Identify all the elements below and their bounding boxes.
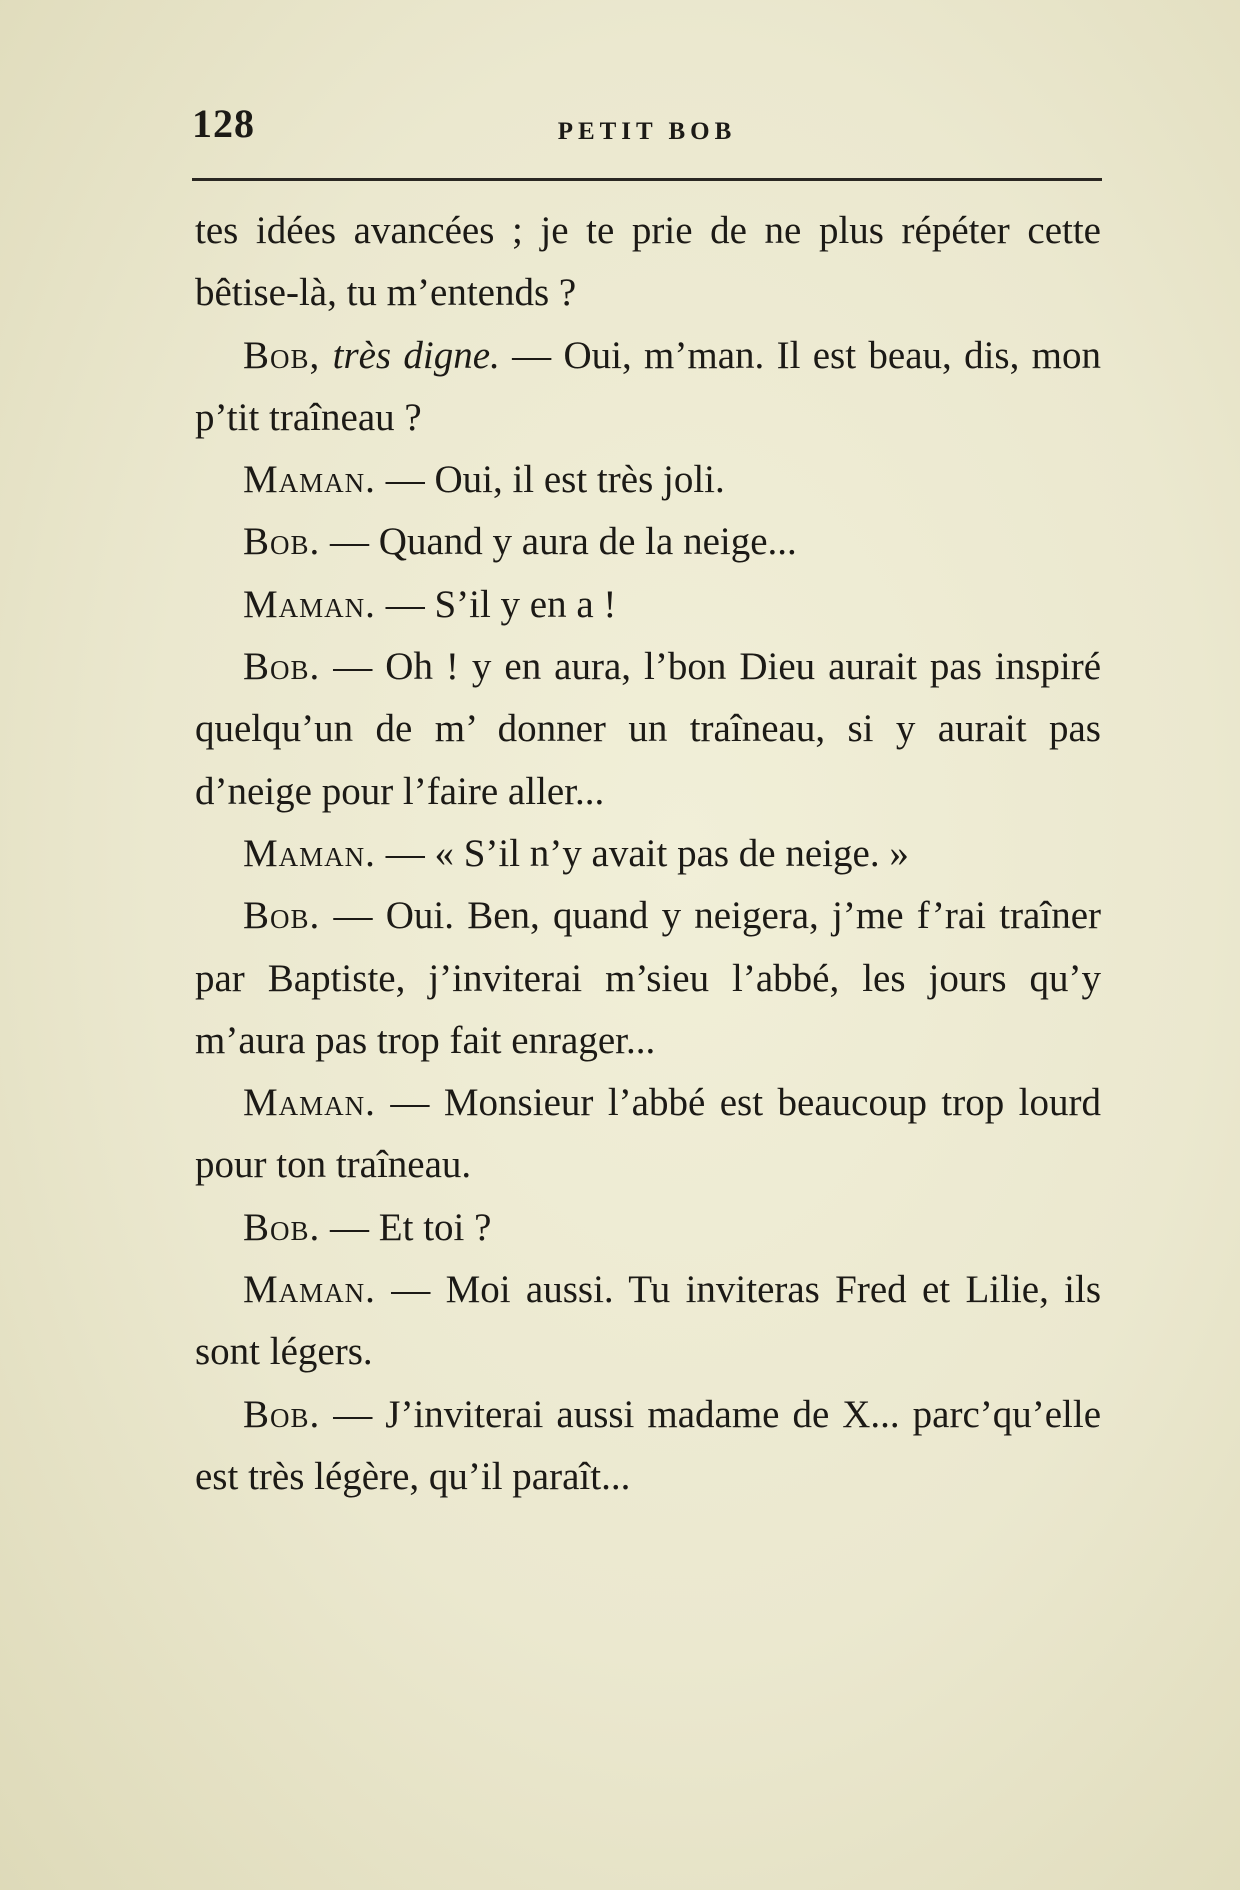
dialogue-text: Monsieur l’abbé est beaucoup trop lourd pour ton traîneau. xyxy=(195,1081,1102,1187)
dialogue-text: Oui, m’man. Il est beau, dis, mon p’tit traîneau ? xyxy=(195,333,1101,439)
speaker-name: Bob. xyxy=(243,520,321,564)
speaker-name: Bob. xyxy=(243,1392,321,1436)
dialogue-paragraph xyxy=(195,1072,1101,1197)
dialogue-dash: — xyxy=(330,520,370,564)
dialogue-paragraph xyxy=(195,1197,1101,1259)
dialogue-text: Moi aussi. Tu inviteras Fred et Lilie, ils sont légers. xyxy=(195,1268,1102,1374)
speaker-name: Maman. xyxy=(243,582,376,626)
dialogue-dash: — xyxy=(512,333,552,377)
speaker-name: Maman. xyxy=(243,458,376,502)
speaker-name: Bob. xyxy=(243,645,321,689)
dialogue-dash: — xyxy=(391,1268,431,1312)
dialogue-text: Et toi ? xyxy=(378,1205,492,1249)
dialogue-dash: — xyxy=(385,582,425,626)
dialogue-dash: — xyxy=(333,645,373,689)
page-header xyxy=(192,100,1102,160)
dialogue-text: Quand y aura de la neige... xyxy=(378,520,797,564)
dialogue-text: S’il y en a ! xyxy=(434,582,617,626)
continuation-paragraph xyxy=(195,200,1101,325)
dialogue-paragraph xyxy=(195,511,1101,573)
dialogue-paragraph xyxy=(195,885,1101,1072)
speaker-name: Maman. xyxy=(243,1081,376,1125)
dialogue-paragraph xyxy=(195,1384,1101,1509)
dialogue-text: J’inviterai aussi madame de X... parc’qu’elle est très légère, qu’il paraît... xyxy=(195,1392,1102,1498)
dialogue-paragraph xyxy=(195,449,1101,511)
dialogue-text: Oui. Ben, quand y neigera, j’me f’rai traîner par Baptiste, j’inviterai m’sieu l’abbé, les jours qu’y m’aura pas trop fait enrager... xyxy=(195,894,1101,1062)
paragraph-text: tes idées avancées ; je te prie de ne plus répéter cette bêtise-là, tu m’entends ? xyxy=(195,209,1101,315)
header-rule xyxy=(192,178,1102,181)
dialogue-text: Oui, il est très joli. xyxy=(434,458,725,502)
body-text xyxy=(195,200,1101,1508)
dialogue-dash: — xyxy=(385,831,425,875)
speaker-name: Maman. xyxy=(243,1268,376,1312)
dialogue-dash: — xyxy=(330,1205,370,1249)
speaker-name: Maman. xyxy=(243,831,376,875)
dialogue-dash: — xyxy=(333,1392,373,1436)
stage-direction: très digne. xyxy=(332,333,500,377)
speaker-name: Bob. xyxy=(243,894,321,938)
dialogue-paragraph xyxy=(195,574,1101,636)
dialogue-paragraph xyxy=(195,325,1101,450)
dialogue-text: « S’il n’y avait pas de neige. » xyxy=(434,831,909,875)
speaker-name: Bob, xyxy=(243,333,321,377)
dialogue-text: Oh ! y en aura, l’bon Dieu aurait pas inspiré quelqu’un de m’ donner un traîneau, si y aurait pas d’neige pour l’faire aller... xyxy=(195,645,1102,813)
dialogue-paragraph xyxy=(195,823,1101,885)
dialogue-dash: — xyxy=(385,458,425,502)
dialogue-paragraph xyxy=(195,1259,1101,1384)
speaker-name: Bob. xyxy=(243,1205,321,1249)
page-number: 128 xyxy=(192,101,255,146)
dialogue-dash: — xyxy=(333,894,373,938)
dialogue-paragraph xyxy=(195,636,1101,823)
dialogue-dash: — xyxy=(390,1081,430,1125)
running-title: PETIT BOB xyxy=(557,118,737,145)
